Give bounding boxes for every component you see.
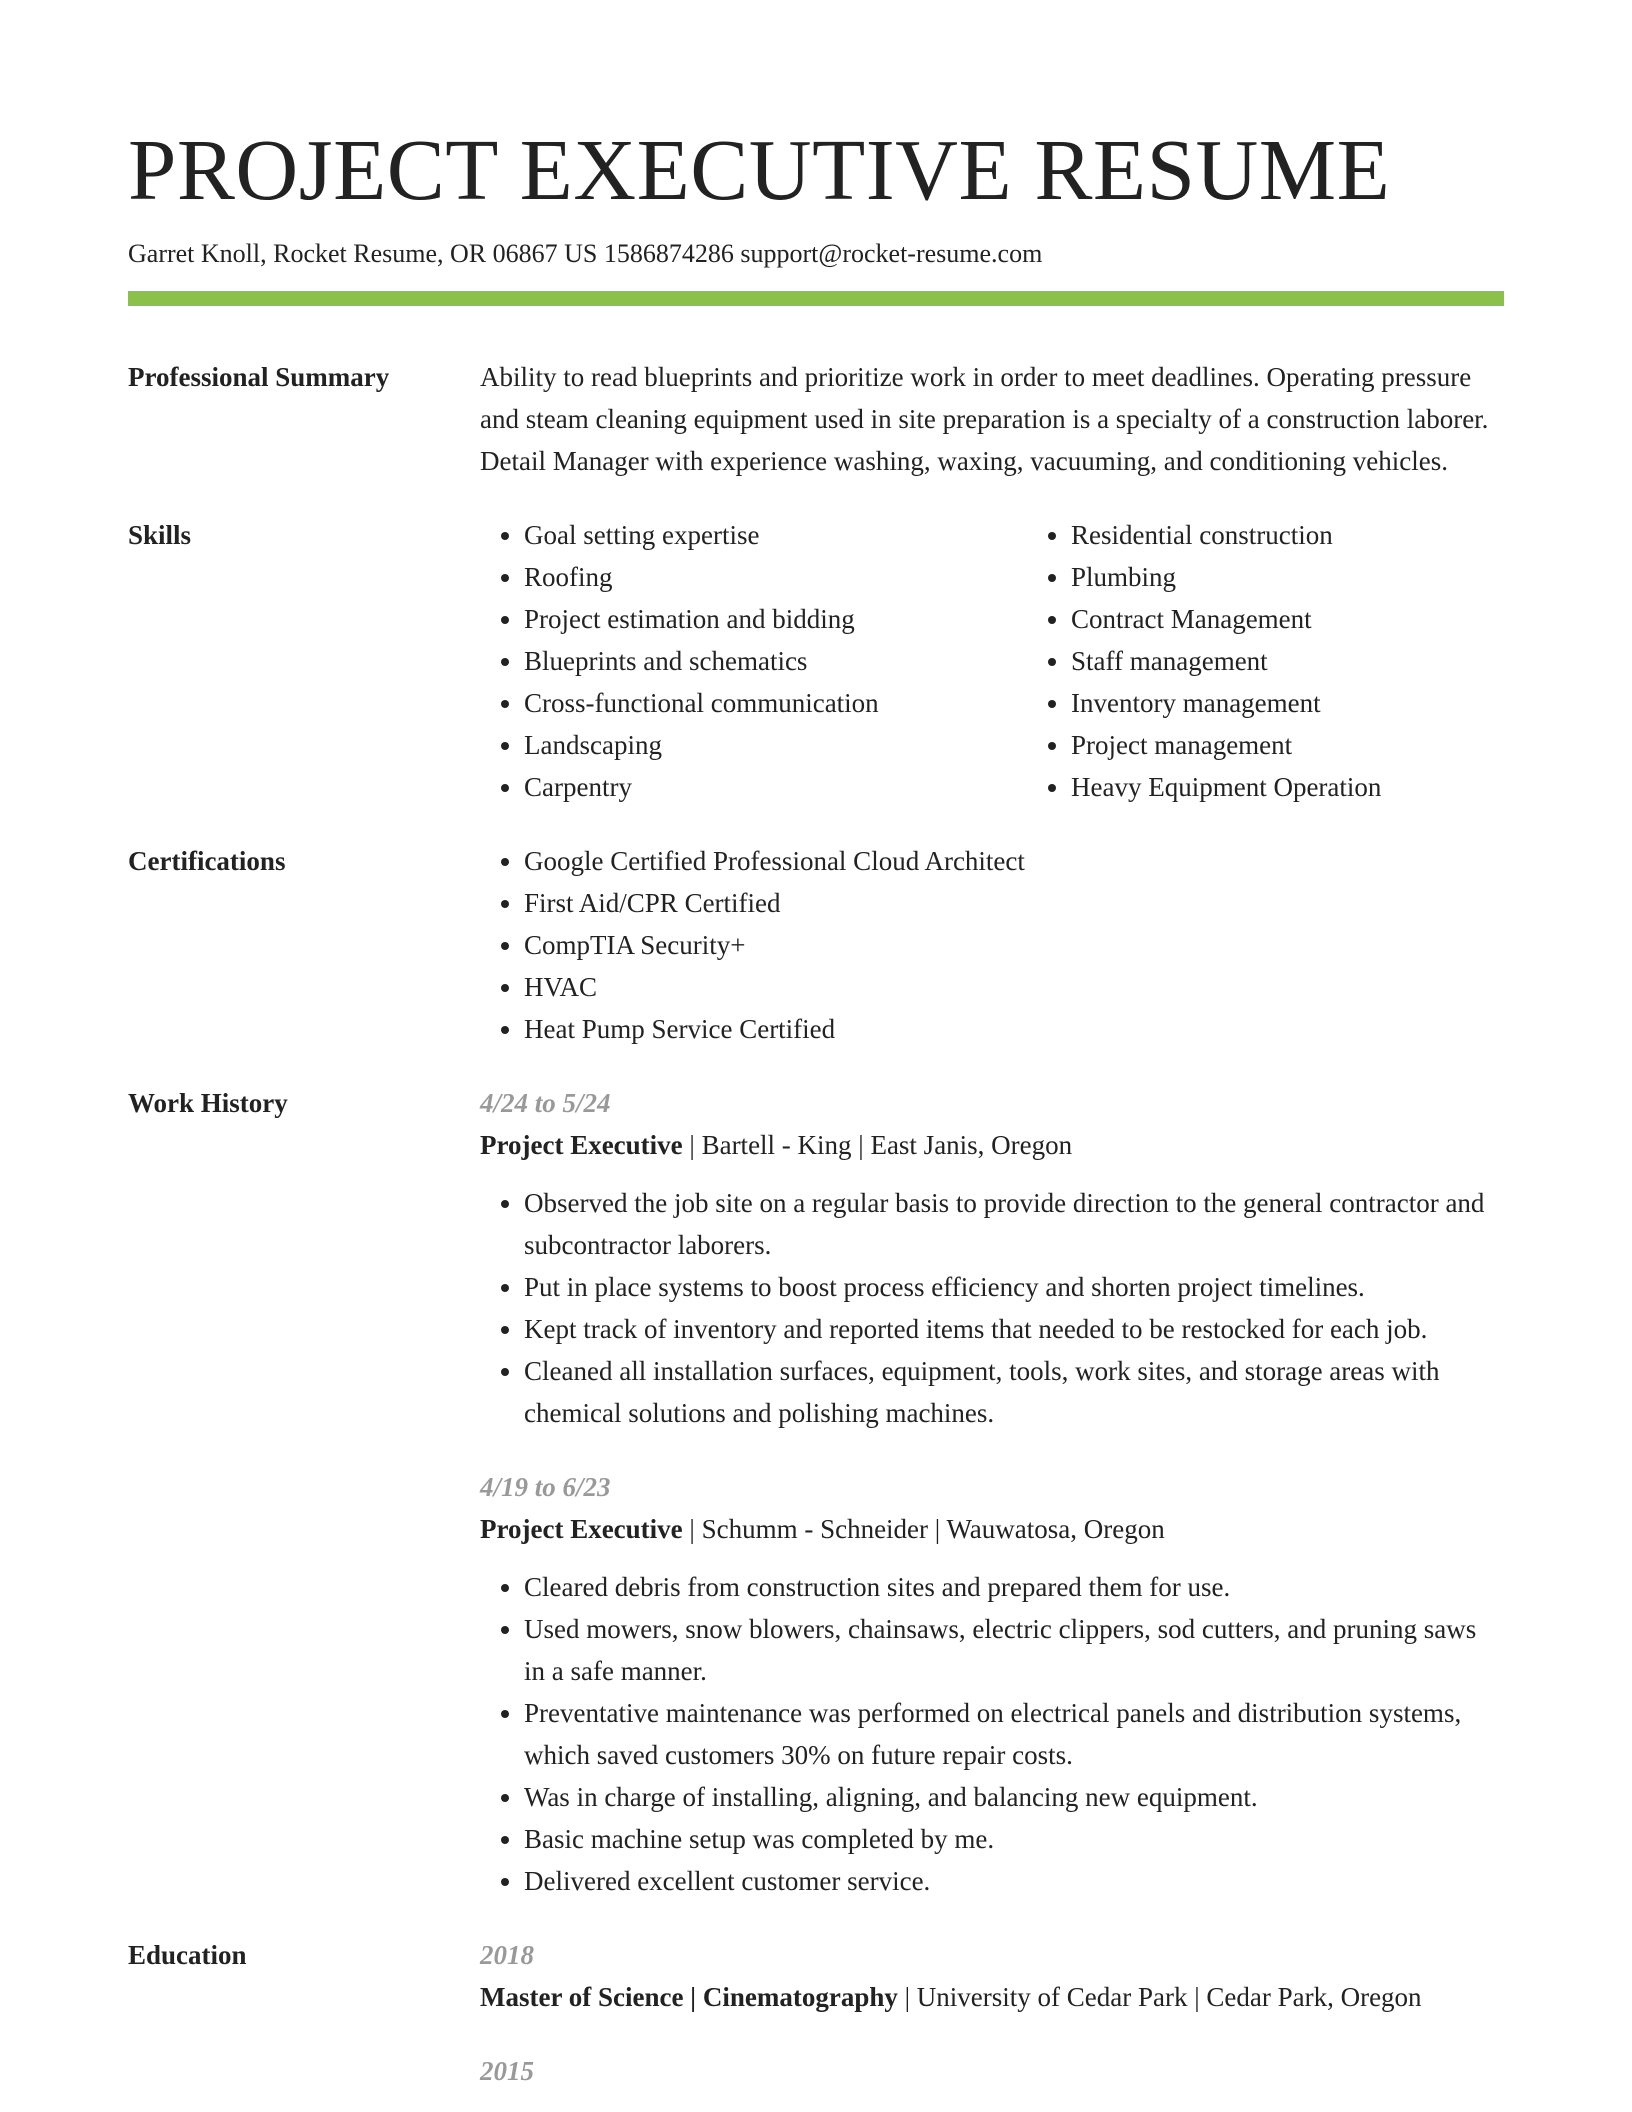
section-label-skills: Skills [128, 520, 192, 550]
certification-item: • Google Certified Professional Cloud Architect [524, 840, 1504, 882]
skill-item: • Contract Management [1071, 598, 1574, 640]
job-heading [480, 1508, 1504, 1550]
job-bullets [480, 1566, 1504, 1902]
job-date: 4/24 to 5/24 [480, 1088, 611, 1118]
education-date: 2015 [480, 2056, 534, 2086]
job-bullet: • Basic machine setup was completed by me. [524, 1818, 1504, 1860]
skill-item: • Inventory management [1071, 682, 1574, 724]
education-degree: Master of Science | Cinematography [480, 1982, 898, 2012]
education-heading [480, 1976, 1504, 2018]
education-entry [480, 1934, 1504, 2018]
resume-title: PROJECT EXECUTIVE RESUME [128, 121, 1391, 218]
skill-item: • Project management [1071, 724, 1574, 766]
job-date: 4/19 to 6/23 [480, 1472, 611, 1502]
job-details: | Schumm - Schneider | Wauwatosa, Oregon [682, 1514, 1165, 1544]
accent-rule [128, 291, 1504, 306]
education-entry [480, 2050, 1504, 2092]
certification-item: • Heat Pump Service Certified [524, 1008, 1504, 1050]
job-title: Project Executive [480, 1130, 683, 1160]
skill-item: • Roofing [524, 556, 1027, 598]
summary-text: Ability to read blueprints and prioritize work in order to meet deadlines. Operating pressure and steam cleaning equipment used in site preparation is a specialty of a construction laborer. Detail Manager with experience washing, waxing, vacuuming, and conditioning vehicles. [480, 362, 1489, 476]
job-bullet: • Used mowers, snow blowers, chainsaws, electric clippers, sod cutters, and pruning saws in a safe manner. [524, 1608, 1504, 1692]
skill-item: • Carpentry [524, 766, 1027, 808]
certification-item: • First Aid/CPR Certified [524, 882, 1504, 924]
job-details: | Bartell - King | East Janis, Oregon [682, 1130, 1073, 1160]
job-bullet: • Observed the job site on a regular basis to provide direction to the general contractor and subcontractor laborers. [524, 1182, 1504, 1266]
certification-item: • HVAC [524, 966, 1504, 1008]
job-entry [480, 1466, 1504, 1902]
job-bullet: • Delivered excellent customer service. [524, 1860, 1504, 1902]
section-label-summary: Professional Summary [128, 362, 390, 392]
skills-columns [480, 514, 1504, 808]
job-bullet: • Cleared debris from construction sites and prepared them for use. [524, 1566, 1504, 1608]
certifications-list [480, 840, 1504, 1050]
section-label-education: Education [128, 1940, 247, 1970]
skill-item: • Project estimation and bidding [524, 598, 1027, 640]
contact-line: Garret Knoll, Rocket Resume, OR 06867 US 1586874286 support@rocket-resume.com [128, 239, 1043, 268]
skill-item: • Staff management [1071, 640, 1574, 682]
education-section [128, 1934, 1504, 2092]
skills-list-left [480, 514, 1027, 808]
education-date: 2018 [480, 1940, 534, 1970]
job-bullets [480, 1182, 1504, 1434]
skill-item: • Goal setting expertise [524, 514, 1027, 556]
job-heading [480, 1124, 1504, 1166]
skill-item: • Plumbing [1071, 556, 1574, 598]
skill-item: • Heavy Equipment Operation [1071, 766, 1574, 808]
job-bullet: • Put in place systems to boost process efficiency and shorten project timelines. [524, 1266, 1504, 1308]
job-bullet: • Was in charge of installing, aligning, and balancing new equipment. [524, 1776, 1504, 1818]
skills-list-right [1027, 514, 1574, 808]
skill-item: • Residential construction [1071, 514, 1574, 556]
job-title: Project Executive [480, 1514, 683, 1544]
job-bullet: • Preventative maintenance was performed on electrical panels and distribution systems, which saved customers 30% on future repair costs. [524, 1692, 1504, 1776]
skill-item: • Cross-functional communication [524, 682, 1027, 724]
job-entry [480, 1082, 1504, 1434]
job-bullet: • Kept track of inventory and reported items that needed to be restocked for each job. [524, 1308, 1504, 1350]
section-label-work: Work History [128, 1088, 288, 1118]
skill-item: • Blueprints and schematics [524, 640, 1027, 682]
summary-section [128, 356, 1504, 482]
section-label-certifications: Certifications [128, 846, 286, 876]
work-history-section [128, 1082, 1504, 1902]
skills-section [128, 514, 1504, 808]
job-bullet: • Cleaned all installation surfaces, equipment, tools, work sites, and storage areas with chemical solutions and polishing machines. [524, 1350, 1504, 1434]
education-details: | University of Cedar Park | Cedar Park, Oregon [897, 1982, 1422, 2012]
skill-item: • Landscaping [524, 724, 1027, 766]
certification-item: • CompTIA Security+ [524, 924, 1504, 966]
certifications-section [128, 840, 1504, 1050]
